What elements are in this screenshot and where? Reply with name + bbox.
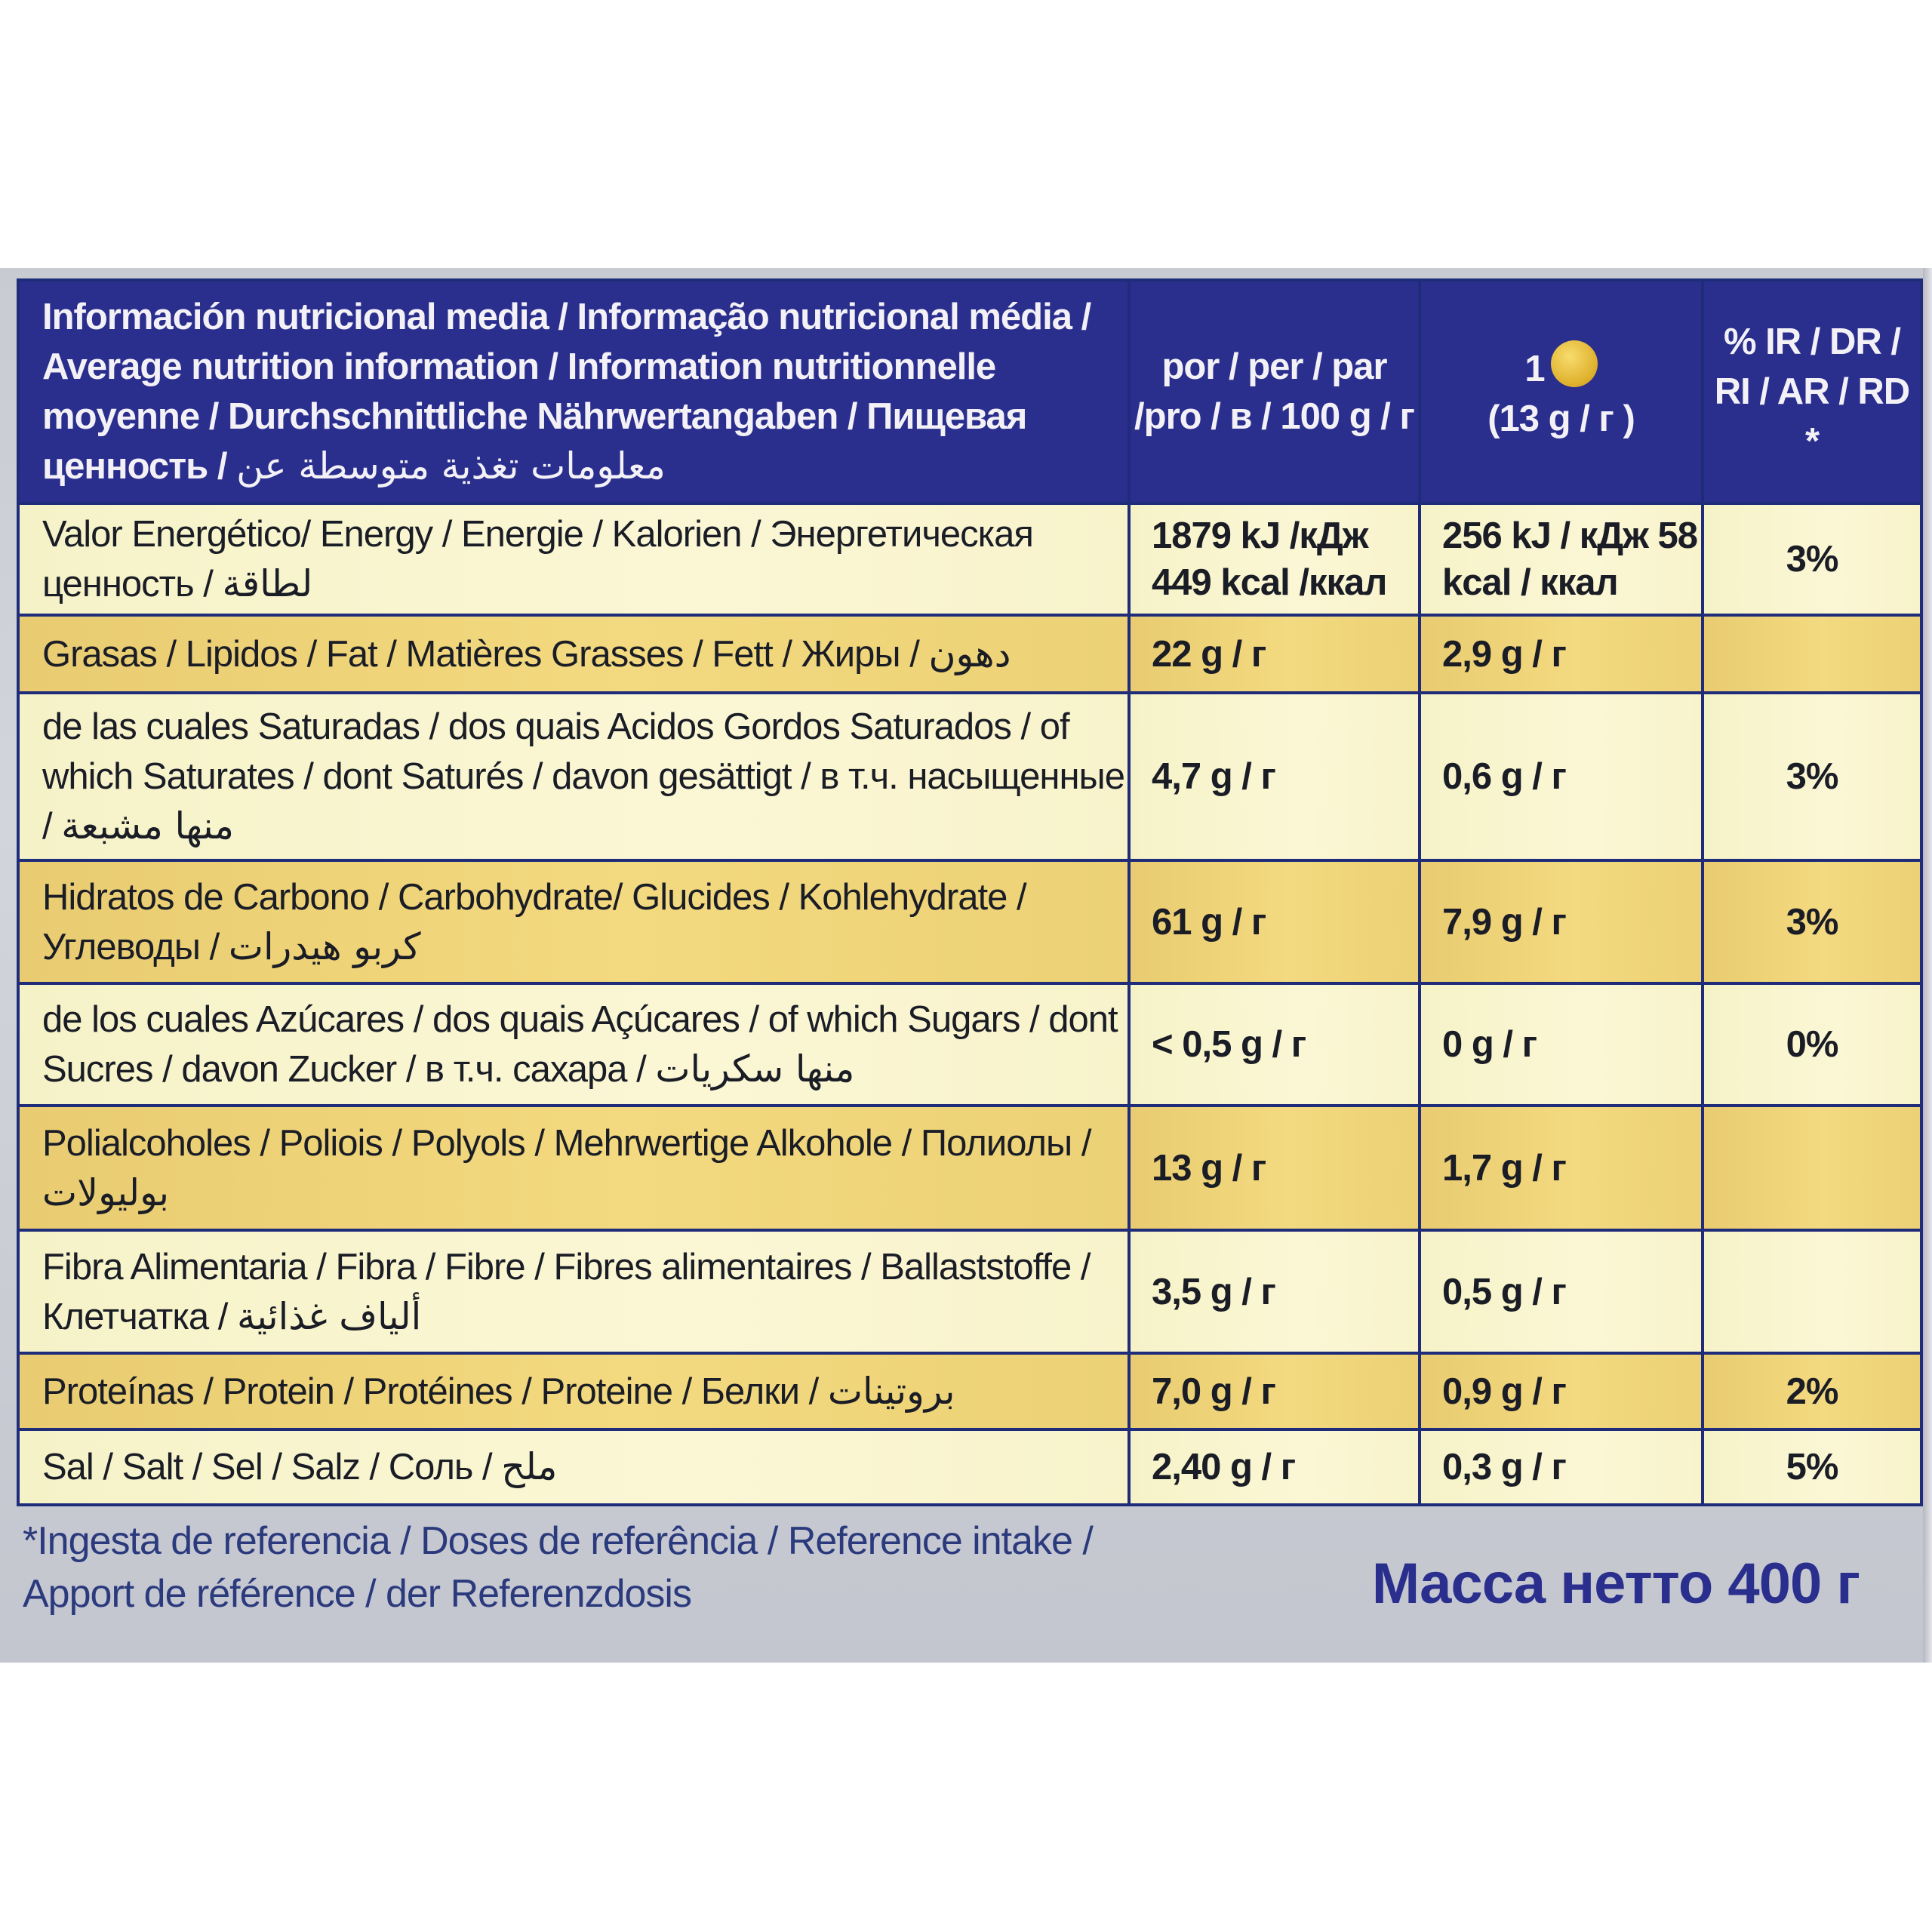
net-weight: Масса нетто 400 г	[1371, 1552, 1860, 1616]
nutrient-name-arabic: بروتينات	[827, 1369, 955, 1413]
header-per-portion-count: 1	[1524, 348, 1545, 389]
value-per-portion: 0 g / г	[1420, 983, 1703, 1106]
biscuit-icon	[1551, 340, 1598, 387]
value-per-portion: 0,9 g / г	[1420, 1353, 1703, 1429]
value-per-100g: 2,40 g / г	[1129, 1429, 1420, 1505]
value-per-100g: 61 g / г	[1129, 860, 1420, 983]
nutrient-row	[18, 983, 1921, 1106]
nutrient-name-arabic: ملح	[501, 1445, 558, 1488]
nutrient-name	[18, 983, 1129, 1106]
reference-intake-percent	[1703, 615, 1921, 693]
nutrient-name	[18, 1106, 1129, 1230]
nutrition-label-panel	[0, 268, 1932, 1663]
nutrient-name-text: Sal / Salt / Sel / Salz / Соль /	[42, 1447, 502, 1487]
nutrient-name-text: de los cuales Azúcares / dos quais Açúcares / of which Sugars / dont Sucres / davon Zucker / в т.ч. сахара /	[42, 999, 1118, 1090]
nutrient-row	[18, 503, 1921, 615]
value-per-portion: 0,3 g / г	[1420, 1429, 1703, 1505]
nutrient-name-text: Hidratos de Carbono / Carbohydrate/ Glucides / Kohlehydrate / Углеводы /	[42, 876, 1026, 968]
nutrient-name	[18, 1353, 1129, 1429]
header-per-portion-weight: (13 g / г )	[1487, 398, 1635, 439]
value-per-100g: 1879 kJ /кДж 449 kcal /ккал	[1129, 503, 1420, 615]
value-per-100g: 22 g / г	[1129, 615, 1420, 693]
nutrient-name	[18, 860, 1129, 983]
value-per-100g: < 0,5 g / г	[1129, 983, 1420, 1106]
reference-intake-percent: 0%	[1703, 983, 1921, 1106]
nutrient-row	[18, 1106, 1921, 1230]
header-nutrition-info	[18, 280, 1129, 503]
nutrient-row	[18, 693, 1921, 860]
nutrient-name	[18, 615, 1129, 693]
value-per-portion: 7,9 g / г	[1420, 860, 1703, 983]
header-nutrition-info-arabic: معلومات تغذية متوسطة عن	[236, 445, 666, 488]
nutrient-name	[18, 1230, 1129, 1353]
reference-intake-footnote: *Ingesta de referencia / Doses de referência / Reference intake / Apport de référence / der Referenzdosis	[23, 1519, 1093, 1616]
nutrient-name-arabic: كربو هيدرات	[228, 924, 421, 968]
reference-intake-percent	[1703, 1106, 1921, 1230]
nutrient-name-text: de las cuales Saturadas / dos quais Acidos Gordos Saturados / of which Saturates / dont Saturés / davon gesättigt / в т.ч. насыщенные /	[42, 706, 1125, 847]
value-per-portion: 0,6 g / г	[1420, 693, 1703, 860]
value-per-100g: 4,7 g / г	[1129, 693, 1420, 860]
nutrient-name-arabic: لطاقة	[222, 562, 313, 605]
nutrient-name-arabic: دهون	[928, 632, 1011, 675]
nutrient-name-text: Polialcoholes / Poliois / Polyols / Mehrwertige Alkohole / Полиолы /	[42, 1122, 1091, 1164]
nutrient-row	[18, 860, 1921, 983]
nutrient-row	[18, 1353, 1921, 1429]
value-per-100g: 3,5 g / г	[1129, 1230, 1420, 1353]
nutrient-name-text: Proteínas / Protein / Protéines / Proteine / Белки /	[42, 1371, 828, 1412]
header-reference-intake: % IR / DR / RI / AR / RD *	[1703, 280, 1921, 503]
nutrient-name-arabic: بوليولات	[42, 1171, 170, 1214]
nutrient-name-text: Fibra Alimentaria / Fibra / Fibre / Fibres alimentaires / Ballaststoffe / Клетчатка /	[42, 1246, 1091, 1337]
header-per-portion	[1420, 280, 1703, 503]
nutrient-name	[18, 503, 1129, 615]
header-per-100g: por / per / par /pro / в / 100 g / г	[1129, 280, 1420, 503]
nutrient-row	[18, 615, 1921, 693]
table-header-row	[18, 280, 1921, 503]
nutrient-name-text: Valor Energético/ Energy / Energie / Kalorien / Энергетическая ценность /	[42, 514, 1033, 605]
nutrient-row	[18, 1230, 1921, 1353]
header-nutrition-info-text: Información nutricional media / Informação nutricional média / Average nutrition information / Information nutritionnelle moyenne / Durchschnittliche Nährwertangaben / Пищевая ценность /	[42, 297, 1091, 487]
value-per-portion: 1,7 g / г	[1420, 1106, 1703, 1230]
nutrient-name-text: Grasas / Lipidos / Fat / Matières Grasses / Fett / Жиры /	[42, 633, 929, 675]
nutrient-name	[18, 693, 1129, 860]
value-per-portion: 2,9 g / г	[1420, 615, 1703, 693]
nutrient-name-arabic: منها سكريات	[655, 1048, 855, 1091]
nutrition-table	[17, 278, 1923, 1506]
reference-intake-percent: 3%	[1703, 503, 1921, 615]
value-per-portion: 256 kJ / кДж 58 kcal / ккал	[1420, 503, 1703, 615]
value-per-100g: 13 g / г	[1129, 1106, 1420, 1230]
reference-intake-percent: 3%	[1703, 693, 1921, 860]
reference-intake-percent: 2%	[1703, 1353, 1921, 1429]
reference-intake-percent: 5%	[1703, 1429, 1921, 1505]
reference-intake-percent: 3%	[1703, 860, 1921, 983]
nutrient-name-arabic: ألياف غذائية	[236, 1294, 422, 1338]
nutrient-name	[18, 1429, 1129, 1505]
nutrient-row	[18, 1429, 1921, 1505]
value-per-portion: 0,5 g / г	[1420, 1230, 1703, 1353]
value-per-100g: 7,0 g / г	[1129, 1353, 1420, 1429]
nutrient-name-arabic: منها مشبعة	[61, 804, 235, 848]
reference-intake-percent	[1703, 1230, 1921, 1353]
